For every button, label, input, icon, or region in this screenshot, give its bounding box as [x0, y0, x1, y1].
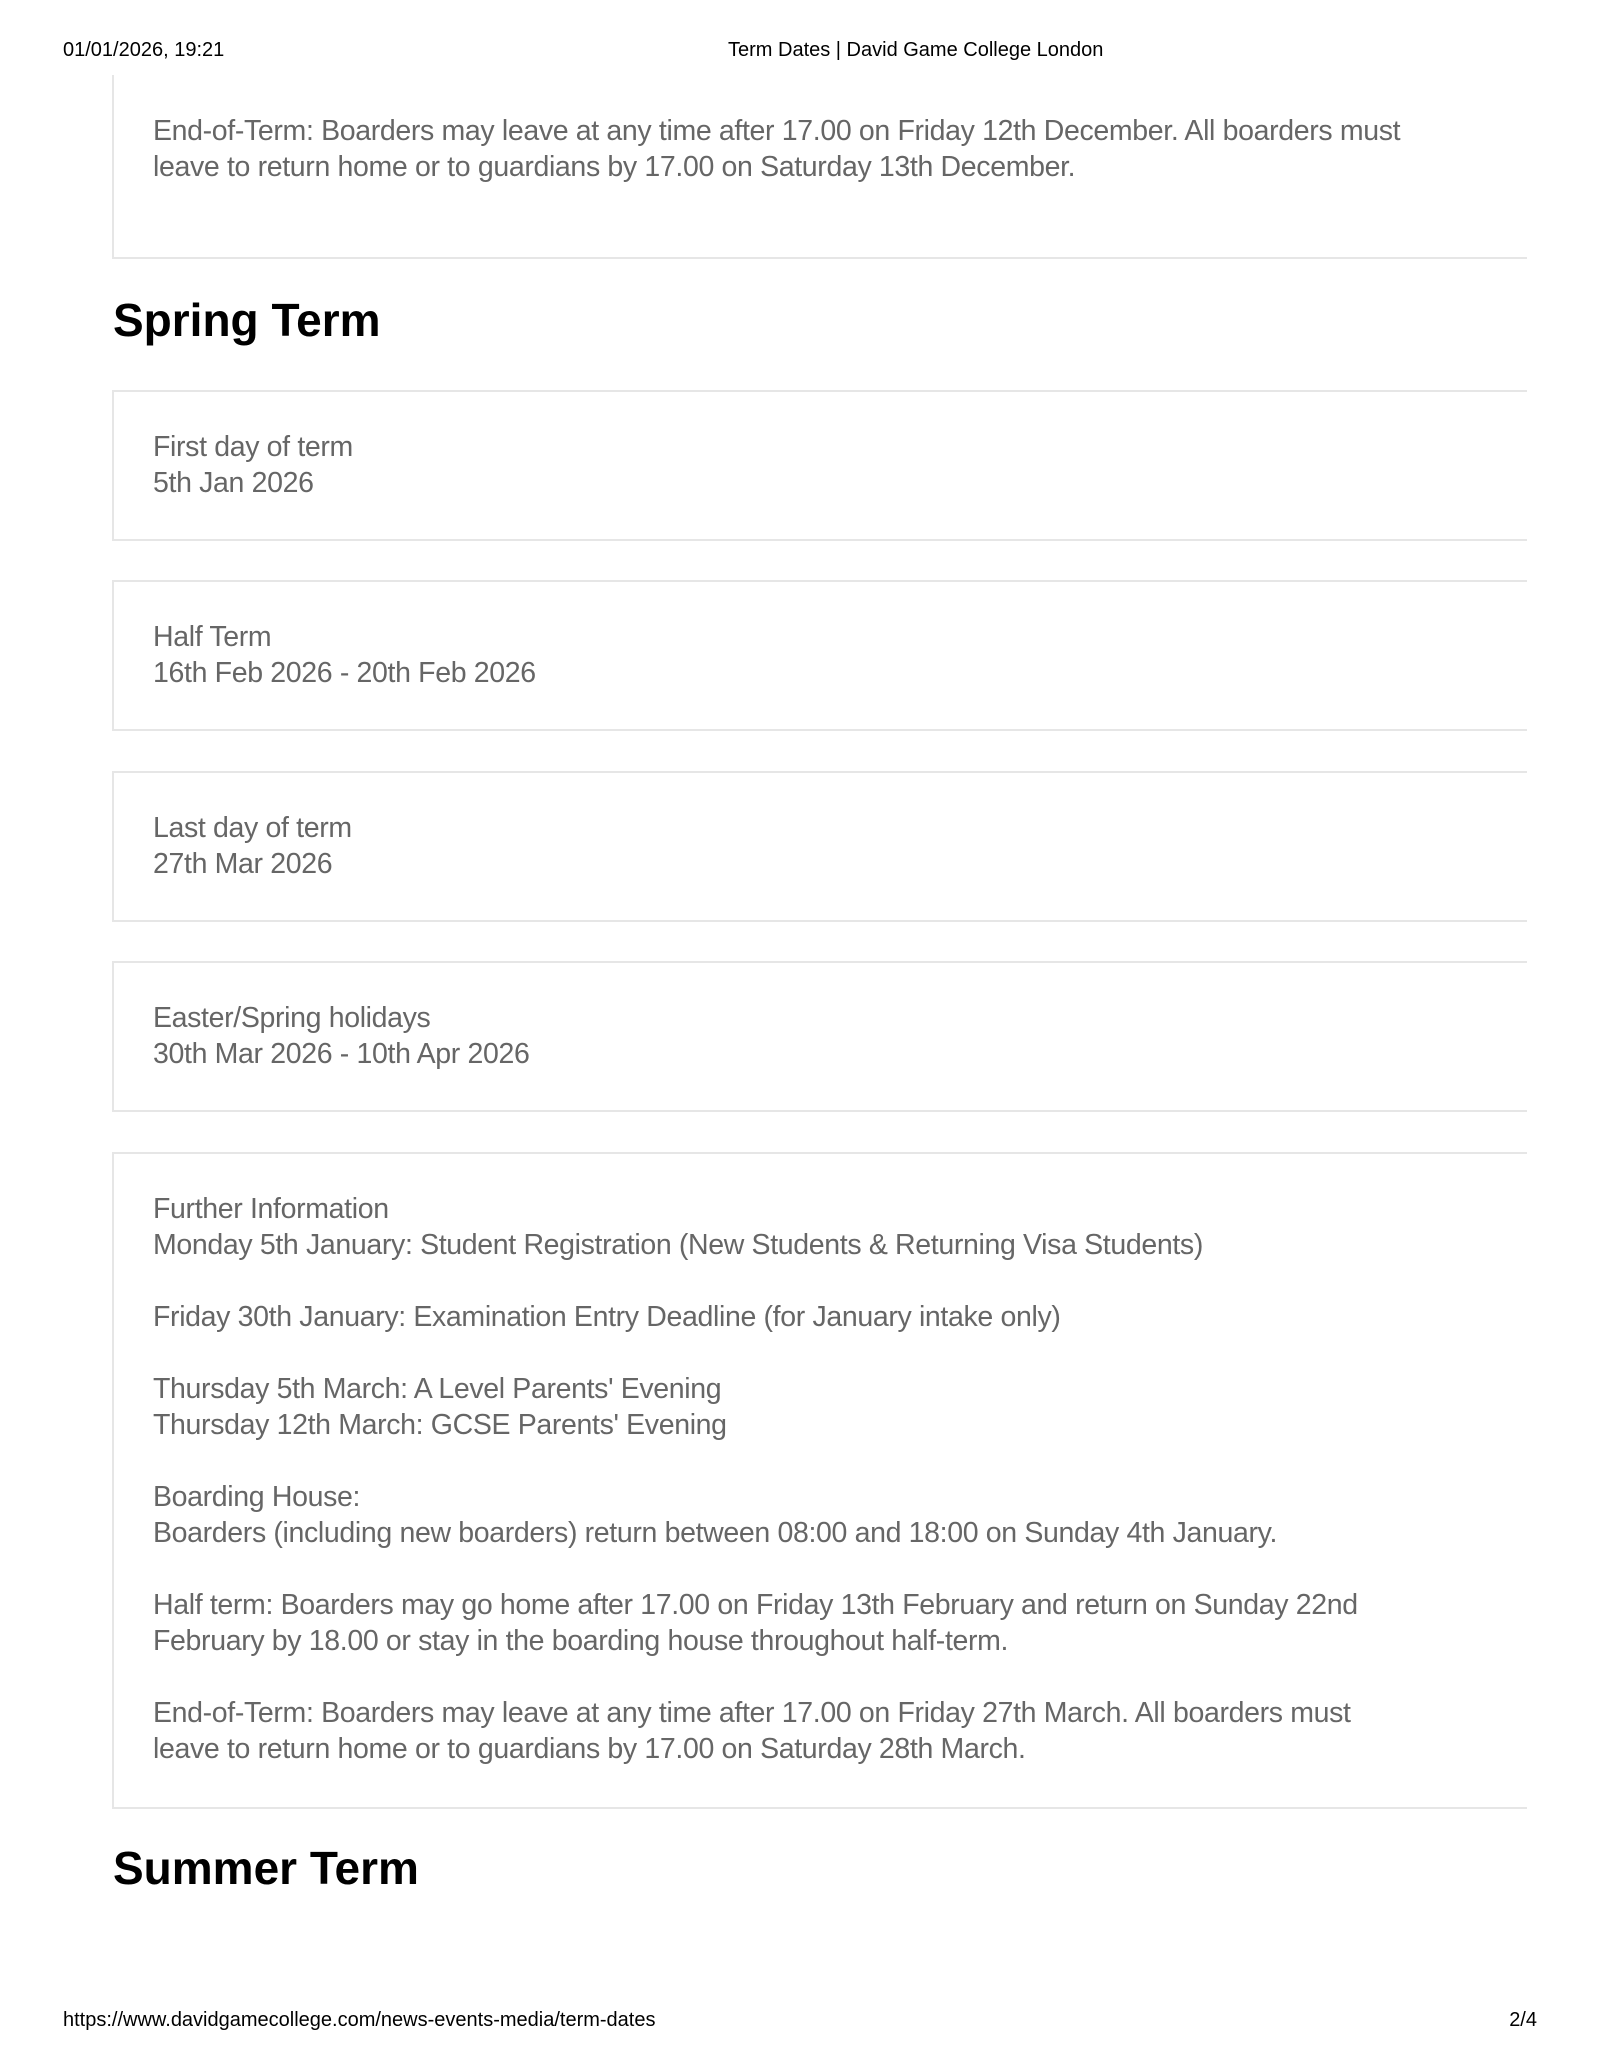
card-text: [153, 429, 353, 501]
summer-term-heading: Summer Term: [113, 1842, 419, 1894]
card-label: Half Term: [153, 621, 272, 653]
first-day-of-term-card: [112, 390, 1527, 541]
autumn-further-info-card: [112, 75, 1527, 259]
info-line-blank: [153, 1551, 1358, 1587]
info-line: End-of-Term: Boarders may leave at any time after 17.00 on Friday 12th December. All boarders must: [153, 115, 1401, 147]
info-line: Boarders (including new boarders) return between 08:00 and 18:00 on Sunday 4th January.: [153, 1517, 1278, 1549]
card-label: First day of term: [153, 431, 353, 463]
info-line: Thursday 5th March: A Level Parents' Evening: [153, 1373, 722, 1405]
info-line-blank: [153, 1659, 1358, 1695]
card-text: [153, 619, 536, 691]
info-line: Monday 5th January: Student Registration (New Students & Returning Visa Students): [153, 1229, 1203, 1261]
info-line-blank: [153, 1263, 1358, 1299]
spring-term-heading: Spring Term: [113, 294, 381, 346]
info-line: leave to return home or to guardians by 17.00 on Saturday 13th December.: [153, 151, 1076, 183]
card-text: [153, 1000, 529, 1072]
print-footer-url: https://www.davidgamecollege.com/news-events-media/term-dates: [63, 2009, 656, 2031]
easter-spring-holidays-card: [112, 961, 1527, 1112]
spring-further-info-card: [112, 1152, 1527, 1809]
print-header-title: Term Dates | David Game College London: [728, 39, 1104, 61]
info-line: End-of-Term: Boarders may leave at any time after 17.00 on Friday 27th March. All boarders must: [153, 1697, 1351, 1729]
info-line: leave to return home or to guardians by 17.00 on Saturday 28th March.: [153, 1733, 1026, 1765]
info-line-blank: [153, 77, 1400, 113]
print-header-datetime: 01/01/2026, 19:21: [63, 39, 225, 61]
last-day-of-term-card: [112, 771, 1527, 922]
further-info-text: [153, 1191, 1358, 1767]
info-line: Thursday 12th March: GCSE Parents' Evening: [153, 1409, 727, 1441]
page-content: [0, 75, 1527, 1960]
card-value: 16th Feb 2026 - 20th Feb 2026: [153, 657, 536, 689]
half-term-card: [112, 580, 1527, 731]
card-label: Last day of term: [153, 812, 352, 844]
info-line: Half term: Boarders may go home after 17.00 on Friday 13th February and return on Sunday 22nd: [153, 1589, 1358, 1621]
info-line: Boarding House:: [153, 1481, 361, 1513]
further-info-label: Further Information: [153, 1193, 389, 1225]
card-text: [153, 810, 352, 882]
card-value: 27th Mar 2026: [153, 848, 333, 880]
info-line-blank: [153, 1443, 1358, 1479]
card-value: 30th Mar 2026 - 10th Apr 2026: [153, 1038, 530, 1070]
info-line: February by 18.00 or stay in the boarding house throughout half-term.: [153, 1625, 1009, 1657]
info-line-blank: [153, 1335, 1358, 1371]
autumn-further-info-text: [153, 75, 1400, 185]
info-line: Friday 30th January: Examination Entry Deadline (for January intake only): [153, 1301, 1061, 1333]
print-footer-page-number: 2/4: [1509, 2009, 1537, 2031]
card-label: Easter/Spring holidays: [153, 1002, 431, 1034]
card-value: 5th Jan 2026: [153, 467, 314, 499]
